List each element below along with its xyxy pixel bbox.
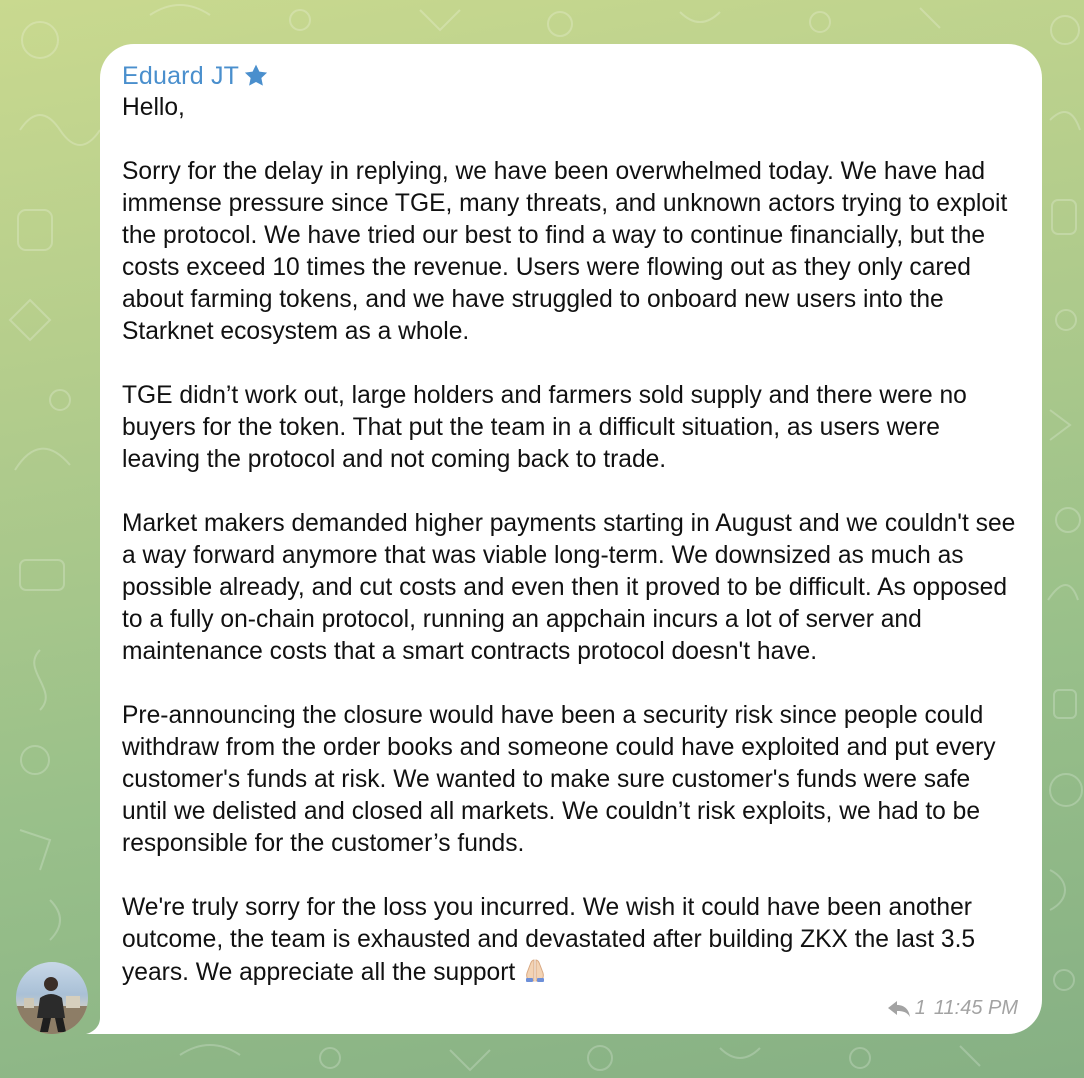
message-paragraph-1: Sorry for the delay in replying, we have been overwhelmed today. We have had immense pressure since TGE, many threats, and unknown actors trying to exploit the protocol. We have tried our best to find a way to continue financially, but the costs exceed 10 times the revenue. Users were flowing out as they only cared about farming tokens, and we have struggled to onboard new users into the Starknet ecosystem as a whole. (122, 158, 1008, 345)
message-meta (887, 997, 1018, 1020)
message-paragraph-5-text: We're truly sorry for the loss you incurred. We wish it could have been another outcome, the team is exhausted and devastated after building ZKX the last 3.5 years. We appreciate all the support (122, 894, 976, 986)
sender-avatar[interactable] (16, 962, 88, 1034)
message-timestamp: 11:45 PM (933, 997, 1018, 1019)
sender-row (122, 60, 1022, 92)
message-text (122, 92, 1022, 989)
folded-hands-icon (521, 956, 549, 984)
message-paragraph-5 (122, 892, 1022, 989)
reply-count[interactable]: 1 (914, 997, 926, 1019)
message-paragraph-2: TGE didn’t work out, large holders and farmers sold supply and there were no buyers for the token. That put the team in a difficult situation, as users were leaving the protocol and not coming back to trade. (122, 382, 967, 473)
message-paragraph-4: Pre-announcing the closure would have been a security risk since people could withdraw from the order books and someone could have exploited and put every customer's funds at risk. We wanted to make sure customer's funds were safe until we delisted and closed all markets. We couldn’t risk exploits, we had to be responsible for the customer’s funds. (122, 702, 996, 857)
message-greeting: Hello, (122, 94, 185, 121)
message-bubble[interactable] (100, 44, 1042, 1034)
sender-name[interactable]: Eduard JT (122, 61, 240, 90)
message-paragraph-3: Market makers demanded higher payments starting in August and we couldn't see a way forward anymore that was viable long-term. We downsized as much as possible already, and cut costs and even then it proved to be difficult. As opposed to a fully on-chain protocol, running an appchain incurs a lot of server and maintenance costs that a smart contracts protocol doesn't have. (122, 510, 1016, 665)
star-icon (242, 62, 270, 90)
avatar-photo-icon (16, 962, 88, 1034)
bubble-tail (86, 1004, 126, 1034)
reply-arrow-icon[interactable] (887, 999, 911, 1019)
